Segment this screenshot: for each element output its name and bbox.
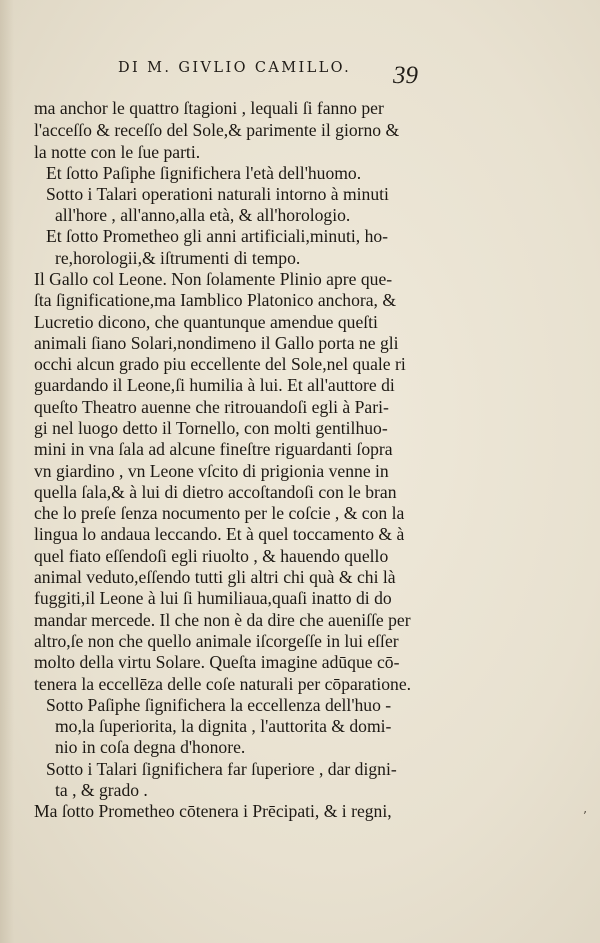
text-line: occhi alcun grado piu eccellente del Sole,nel quale ri [34, 354, 406, 374]
text-line: che lo preſe ſenza nocumento per le coſcie , & con la [34, 503, 405, 523]
text-line: molto della virtu Solare. Queſta imagine adūque cō- [34, 652, 400, 672]
text-line: ma anchor le quattro ſtagioni , lequali ſi fanno per [34, 98, 384, 118]
text-line: tenera la eccellēza delle coſe naturali per cōparatione. [34, 674, 412, 694]
text-line: vn giardino , vn Leone vſcito di prigionia venne in [34, 461, 389, 481]
text-line: animal veduto,eſſendo tutti gli altri chi quà & chi là [34, 567, 396, 587]
text-line: Lucretio dicono, che quantunque amendue queſti [34, 312, 378, 332]
text-line: quel fiato eſſendoſi egli riuolto , & hauendo quello [34, 546, 389, 566]
text-line: ta , & grado . [55, 780, 148, 800]
text-line: Sotto i Talari ſignifichera far ſuperiore , dar digni- [46, 759, 397, 779]
text-line: la notte con le ſue parti. [34, 142, 201, 162]
text-line: Et ſotto Paſiphe ſignifichera l'età dell'huomo. [46, 163, 362, 183]
text-line: l'acceſſo & receſſo del Sole,& parimente il giorno & [34, 120, 400, 140]
text-line: animali ſiano Solari,nondimeno il Gallo porta ne gli [34, 333, 399, 353]
text-line: Ma ſotto Prometheo cōtenera i Prēcipati, & i regni, [34, 801, 392, 821]
text-line: Et ſotto Prometheo gli anni artificiali,minuti, ho- [46, 226, 389, 246]
text-line: Sotto i Talari operationi naturali intorno à minuti [46, 184, 389, 204]
text-line: queſto Theatro auenne che ritrouandoſi egli à Pari- [34, 397, 389, 417]
text-line: mini in vna ſala ad alcune fineſtre riguardanti ſopra [34, 439, 393, 459]
text-line: all'hore , all'anno,alla età, & all'horologio. [55, 205, 351, 225]
margin-mark: ’ [583, 809, 587, 823]
text-line: altro,ſe non che quello animale iſcorgeſſe in lui eſſer [34, 631, 399, 651]
text-line: fuggiti,il Leone à lui ſi humiliaua,quaſi inatto di do [34, 588, 392, 608]
text-line: mandar mercede. Il che non è da dire che aueniſſe per [34, 610, 411, 630]
text-line: Sotto Paſiphe ſignifichera la eccellenza dell'huo - [46, 695, 392, 715]
text-line: re,horologii,& iſtrumenti di tempo. [55, 248, 301, 268]
text-line: gi nel luogo detto il Tornello, con molti gentilhuo- [34, 418, 388, 438]
page-number: 39 [393, 62, 418, 89]
text-line: mo,la ſuperiorita, la dignita , l'auttorita & domi- [55, 716, 392, 736]
text-line: guardando il Leone,ſi humilia à lui. Et all'auttore di [34, 375, 395, 395]
text-line: lingua lo andaua leccando. Et à quel toccamento & à [34, 524, 405, 544]
text-line: Il Gallo col Leone. Non ſolamente Plinio apre que- [34, 269, 393, 289]
text-line: nio in coſa degna d'honore. [55, 737, 246, 757]
running-head: DI M. GIVLIO CAMILLO. [118, 60, 352, 76]
text-line: quella ſala,& à lui di dietro accoſtandoſi con le bran [34, 482, 397, 502]
text-line: ſta ſignificatione,ma Iamblico Platonico anchora, & [34, 290, 397, 310]
